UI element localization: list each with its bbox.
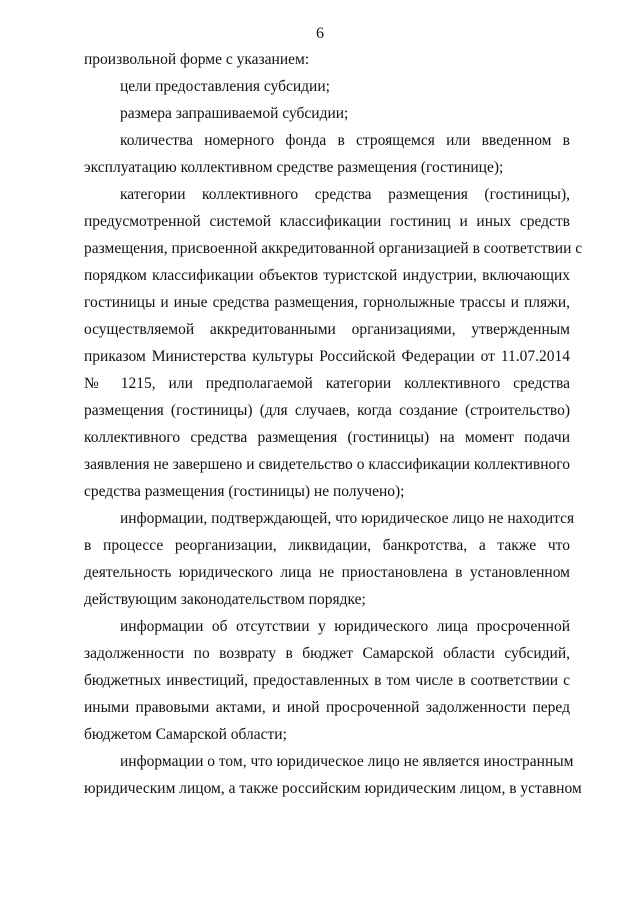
text-line: информации об отсутствии у юридического лица просроченной — [120, 618, 570, 635]
text-line: иными правовыми актами, и иной просроченной задолженности перед — [84, 699, 570, 716]
text-line: коллективного средства размещения (гостиницы) на момент подачи — [84, 429, 570, 446]
text-line: размещения (гостиницы) (для случаев, когда создание (строительство) — [84, 402, 570, 419]
text-line: размера запрашиваемой субсидии; — [120, 105, 349, 122]
text-line: деятельность юридического лица не приостановлена в установленном — [84, 564, 570, 581]
text-line: информации, подтверждающей, что юридическое лицо не находится — [120, 510, 575, 527]
text-line: осуществляемой аккредитованными организациями, утвержденным — [84, 321, 570, 338]
text-line: приказом Министерства культуры Российской Федерации от 11.07.2014 — [84, 348, 570, 365]
text-line: бюджетных инвестиций, предоставленных в том числе в соответствии с — [84, 672, 570, 689]
document-body — [84, 46, 583, 802]
page-number: 6 — [316, 25, 324, 42]
text-line: гостиницы и иные средства размещения, горнолыжные трассы и пляжи, — [84, 294, 570, 311]
text-line: информации о том, что юридическое лицо не является иностранным — [120, 753, 574, 770]
text-line: № 1215, или предполагаемой категории коллективного средства — [84, 375, 570, 392]
text-line: количества номерного фонда в строящемся или введенном в — [120, 132, 570, 149]
text-line: задолженности по возврату в бюджет Самарской области субсидий, — [84, 645, 570, 662]
text-line: действующим законодательством порядке; — [84, 591, 366, 608]
text-line: заявления не завершено и свидетельство о классификации коллективного — [84, 456, 570, 473]
text-line: цели предоставления субсидии; — [120, 78, 330, 95]
text-line: бюджетом Самарской области; — [84, 726, 287, 743]
text-line: размещения, присвоенной аккредитованной организацией в соответствии с — [84, 240, 583, 257]
text-line: в процессе реорганизации, ликвидации, банкротства, а также что — [84, 537, 570, 554]
text-line: юридическим лицом, а также российским юридическим лицом, в уставном — [84, 780, 582, 797]
text-line: средства размещения (гостиницы) не получено); — [84, 483, 405, 500]
text-line: эксплуатацию коллективном средстве размещения (гостинице); — [84, 159, 504, 176]
text-line: порядком классификации объектов туристской индустрии, включающих — [84, 267, 570, 284]
text-line: предусмотренной системой классификации гостиниц и иных средств — [84, 213, 570, 230]
text-line: категории коллективного средства размещения (гостиницы), — [120, 186, 570, 203]
text-line: произвольной форме с указанием: — [84, 51, 310, 68]
